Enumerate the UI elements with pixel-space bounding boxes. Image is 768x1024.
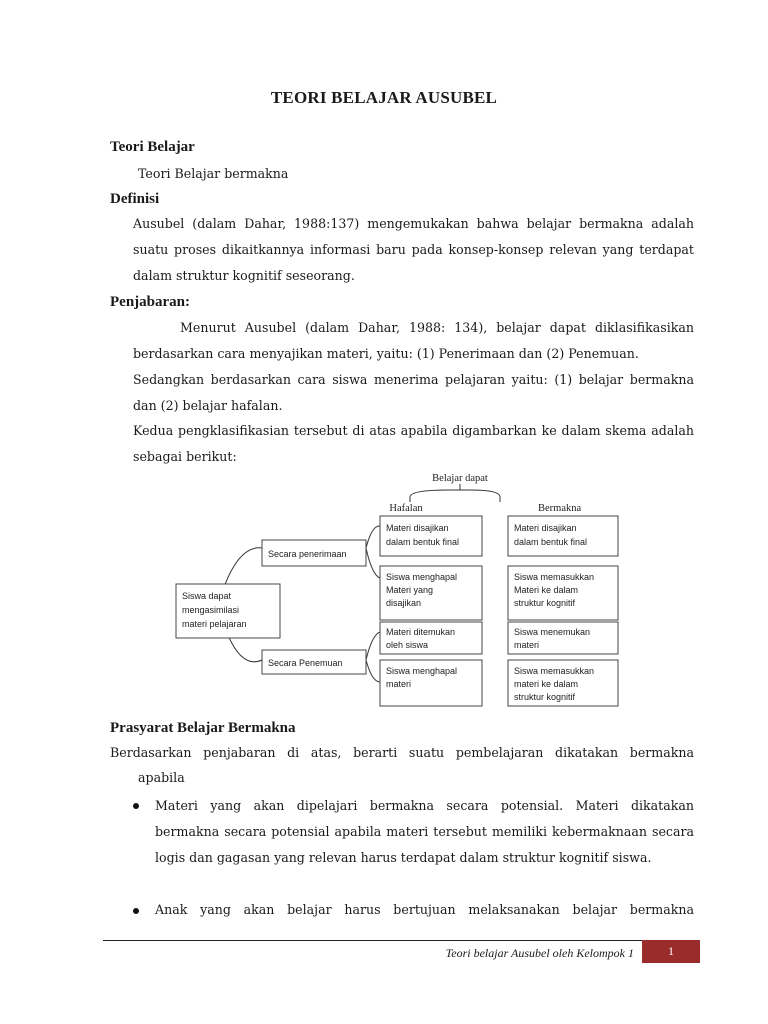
diagram-box-text: Siswa menghapal bbox=[386, 572, 458, 582]
penjabaran-paragraph-1: Menurut Ausubel (dalam Dahar, 1988: 134), belajar dapat diklasifikasikan berdasarkan cara menyajikan materi, yaitu: (1) Penerimaan dan (2) Penemuan. bbox=[133, 320, 694, 361]
root-line-2: mengasimilasi bbox=[182, 605, 240, 615]
diagram-box-text: Materi disajikan bbox=[386, 523, 449, 533]
bermakna-box-1 bbox=[508, 516, 618, 556]
prasyarat-intro-line-1: Berdasarkan penjabaran di atas, berarti suatu pembelajaran dikatakan bermakna bbox=[110, 745, 694, 760]
diagram-left-branch: Hafalan bbox=[389, 503, 423, 514]
heading-penjabaran: Penjabaran: bbox=[110, 294, 190, 310]
penjabaran-paragraph-2: Sedangkan berdasarkan cara siswa menerima pelajaran yaitu: (1) belajar bermakna dan (2) belajar hafalan. bbox=[133, 372, 694, 413]
prasyarat-intro-line-2: apabila bbox=[138, 770, 185, 785]
document-title: TEORI BELAJAR AUSUBEL bbox=[270, 88, 498, 107]
diagram-box-text: Siswa memasukkan bbox=[514, 572, 595, 582]
diagram-box-text: Materi ke dalam bbox=[514, 585, 579, 595]
definisi-paragraph: Ausubel (dalam Dahar, 1988:137) mengemukakan bahwa belajar bermakna adalah suatu proses dikaitkannya informasi baru pada konsep-konsep relevan yang terdapat dalam struktur kognitif seseorang. bbox=[133, 216, 694, 283]
diagram-box-text: Siswa menemukan bbox=[514, 627, 591, 637]
bullet-icon bbox=[133, 908, 139, 914]
teori-belajar-value: Teori Belajar bermakna bbox=[138, 166, 289, 181]
root-line-3: materi pelajaran bbox=[182, 619, 247, 629]
diagram-top-label: Belajar dapat bbox=[432, 473, 488, 484]
diagram-box-text: Materi yang bbox=[386, 585, 434, 595]
diagram-box-text: oleh siswa bbox=[386, 640, 429, 650]
diagram-box-text: Materi ditemukan bbox=[386, 627, 456, 637]
heading-definisi: Definisi bbox=[110, 191, 160, 207]
bullet-item-2: Anak yang akan belajar harus bertujuan melaksanakan belajar bermakna bbox=[155, 902, 694, 917]
diagram-right-branch: Bermakna bbox=[538, 503, 582, 514]
diagram-box-text: materi ke dalam bbox=[514, 679, 579, 689]
diagram-box-text: dalam bentuk final bbox=[386, 537, 460, 547]
diagram-box-text: Siswa menghapal bbox=[386, 666, 458, 676]
diagram-box-text: dalam bentuk final bbox=[514, 537, 588, 547]
heading-teori-belajar: Teori Belajar bbox=[110, 139, 195, 155]
diagram-box-text: materi bbox=[386, 679, 412, 689]
diagram-box-text: struktur kognitif bbox=[514, 598, 576, 608]
learning-classification-diagram bbox=[160, 470, 628, 710]
diagram-box-text: disajikan bbox=[386, 598, 422, 608]
footer-divider bbox=[103, 940, 700, 941]
diagram-box-text: materi bbox=[514, 640, 540, 650]
hafalan-box-1 bbox=[380, 516, 482, 556]
bullet-item-1: Materi yang akan dipelajari bermakna secara potensial. Materi dikatakan bermakna secara potensial apabila materi tersebut memiliki kebermaknaan secara logis dan gagasan yang relevan harus terdapat dalam struktur kognitif siswa. bbox=[155, 798, 694, 865]
diagram-box-text: Materi disajikan bbox=[514, 523, 577, 533]
penjabaran-paragraph-3: Kedua pengklasifikasian tersebut di atas apabila digambarkan ke dalam skema adalah sebagai berikut: bbox=[133, 423, 694, 464]
diagram-box-text: Siswa memasukkan bbox=[514, 666, 595, 676]
heading-prasyarat: Prasyarat Belajar Bermakna bbox=[110, 720, 296, 736]
mid-top-label: Secara penerimaan bbox=[268, 549, 347, 559]
connector-root-top bbox=[224, 548, 262, 587]
footer-text: Teori belajar Ausubel oleh Kelompok 1 bbox=[445, 946, 634, 960]
mid-bottom-label: Secara Penemuan bbox=[268, 658, 343, 668]
root-line-1: Siswa dapat bbox=[182, 591, 232, 601]
diagram-box-text: struktur kognitif bbox=[514, 692, 576, 702]
page-number-badge: 1 bbox=[642, 940, 700, 963]
bullet-icon bbox=[133, 803, 139, 809]
